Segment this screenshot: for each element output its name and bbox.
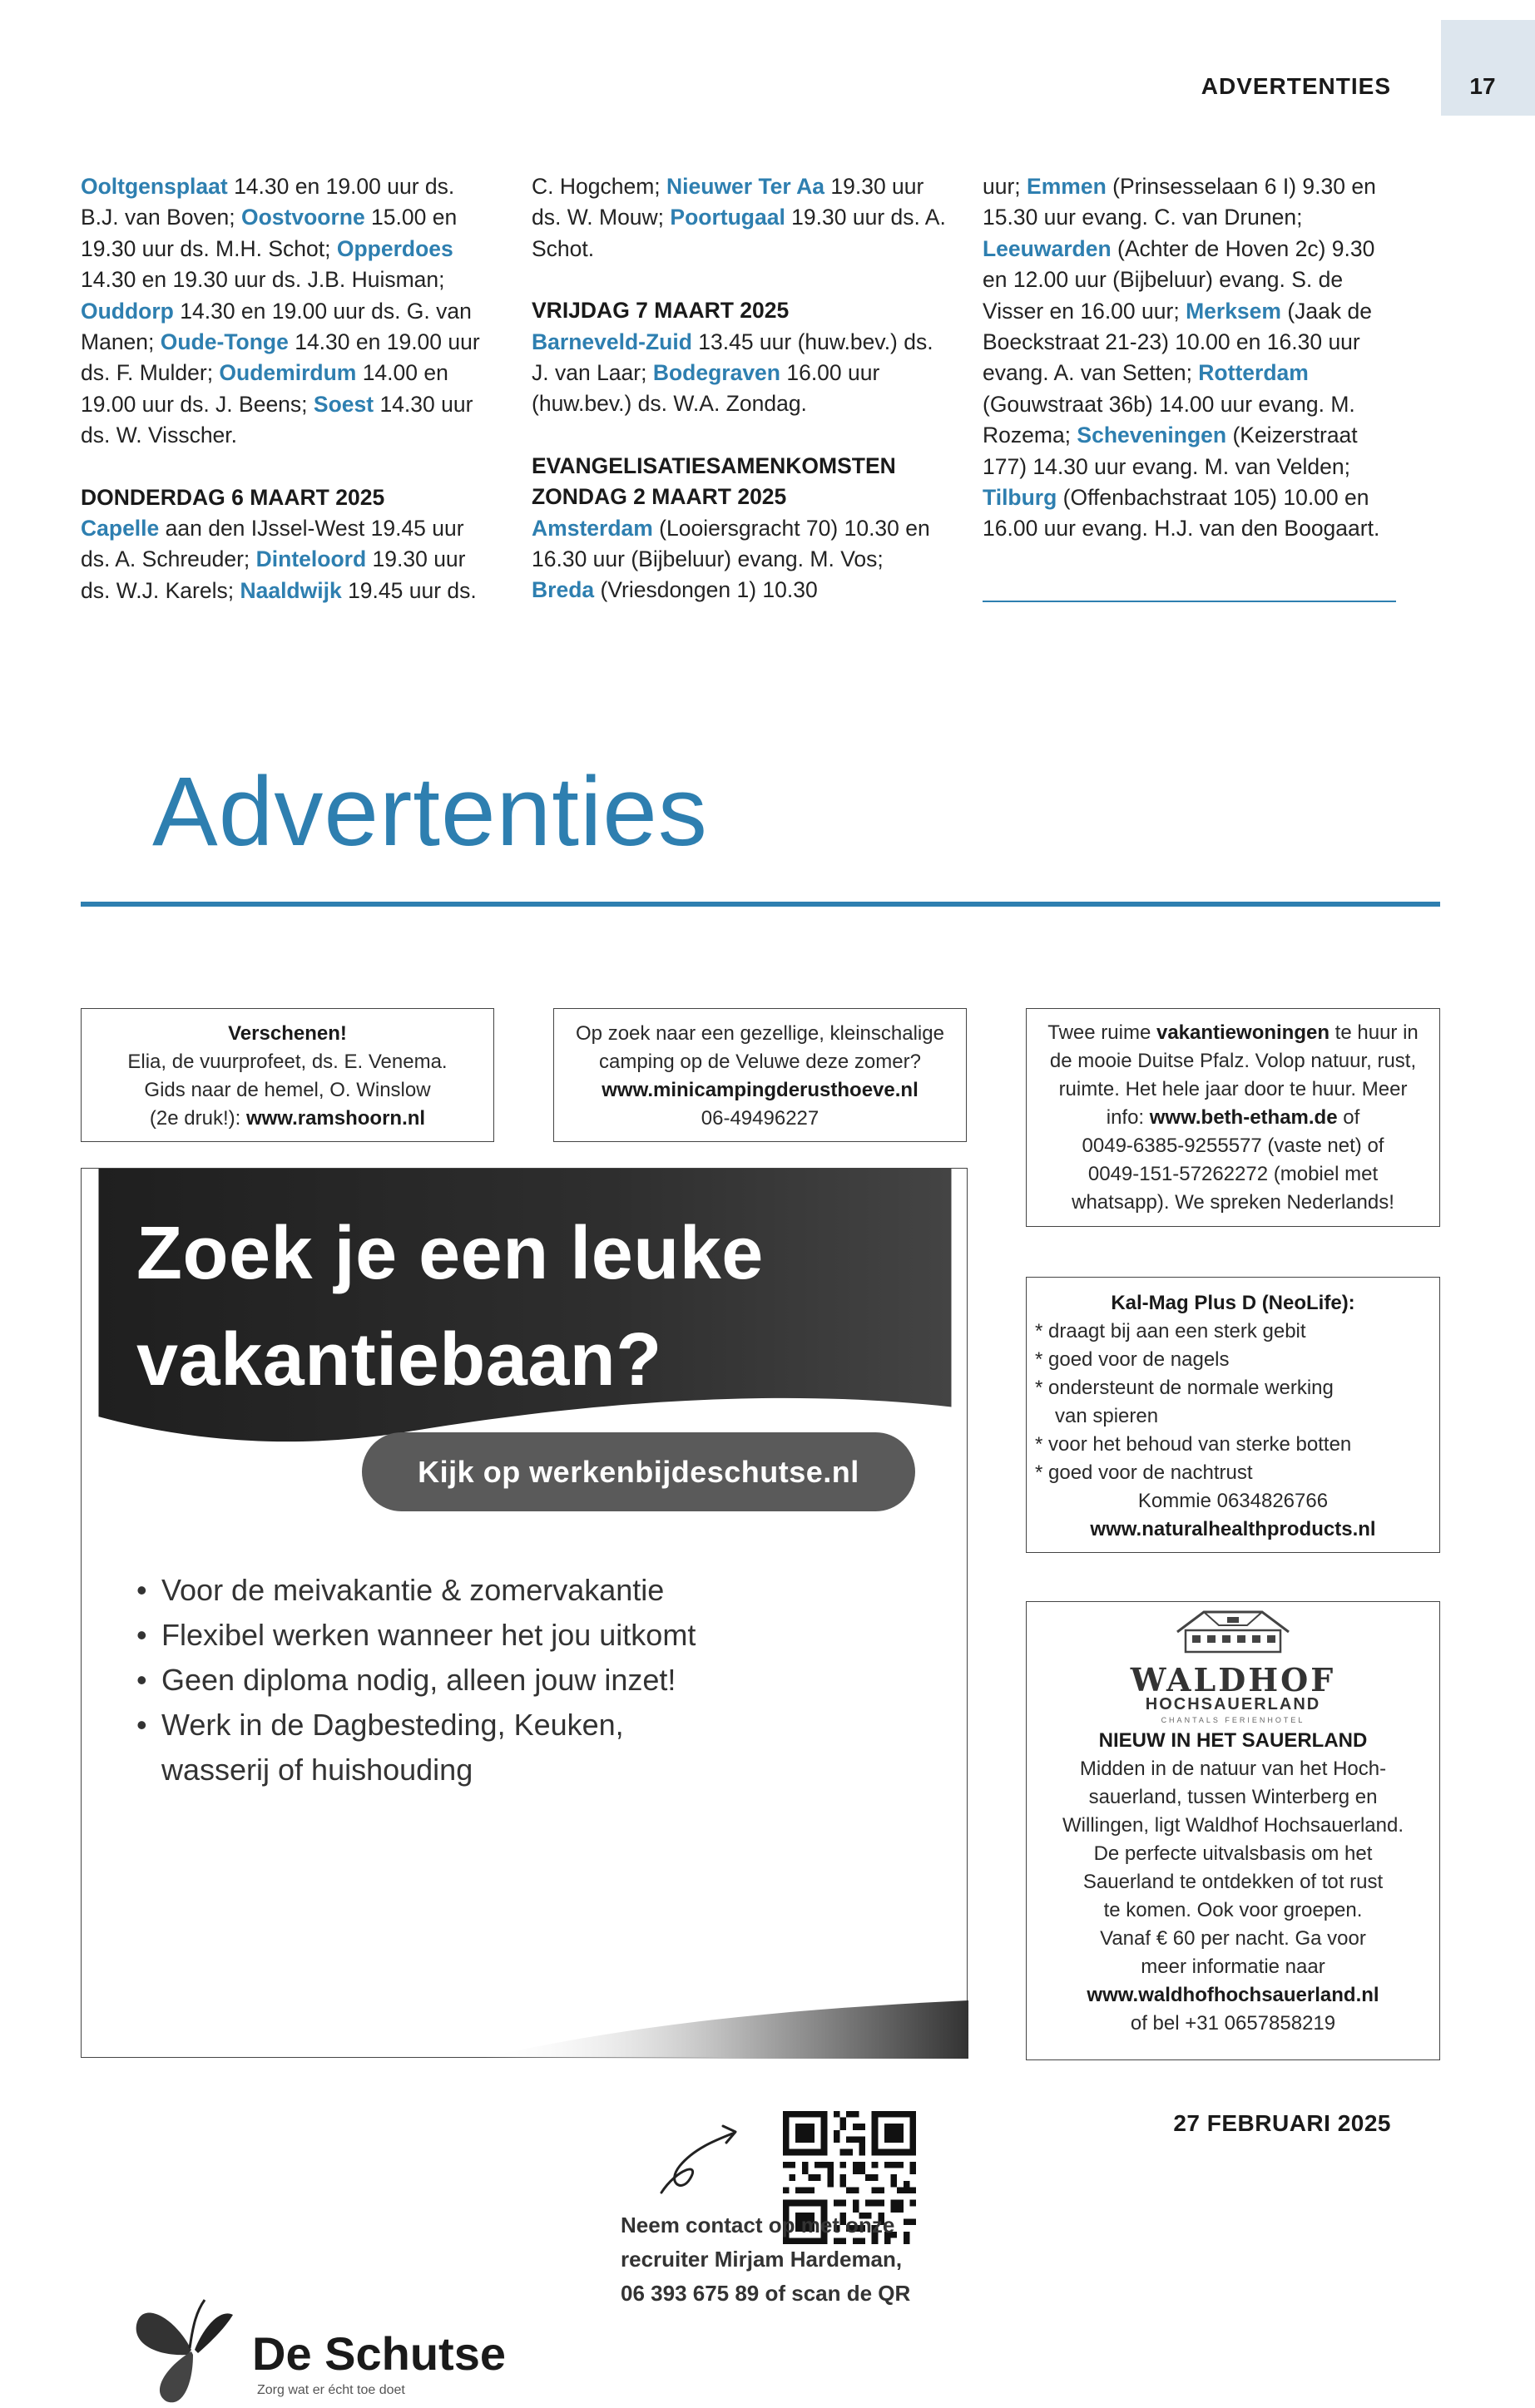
ad-houses-line: 0049-151-57262272 (mobiel met bbox=[1087, 1163, 1379, 1185]
ad-waldhof-line: Willingen, ligt Waldhof Hochsauerland. bbox=[1062, 1814, 1404, 1837]
date-heading: DONDERDAG 6 MAART 2025 bbox=[81, 484, 385, 510]
service-text: (Jaak de Boeckstraat 21-23) 10.00 en 16.30 uur evang. A. van Setten; bbox=[983, 298, 1372, 386]
ad-book-release bbox=[81, 1008, 494, 1142]
contact-line: recruiter Mirjam Hardeman, bbox=[621, 2247, 903, 2272]
place-name: Nieuwer Ter Aa bbox=[666, 174, 824, 199]
waldhof-logo-name: WALDHOF bbox=[1130, 1661, 1336, 1698]
section-header: ADVERTENTIES bbox=[1201, 73, 1391, 99]
butterfly-logo-icon bbox=[133, 2292, 250, 2408]
headline-line: vakantiebaan? bbox=[136, 1318, 662, 1402]
ad-kalmag-item: * voor het behoud van sterke botten bbox=[1035, 1433, 1352, 1456]
service-text: 14.30 en 19.00 uur ds. F. Mulder; bbox=[81, 329, 480, 386]
service-text: 16.00 uur (huw.bev.) ds. W.A. Zondag. bbox=[532, 360, 880, 417]
waldhof-logo-small: CHANTALS FERIENHOTEL bbox=[1161, 1716, 1305, 1724]
ad-camp-line: camping op de Veluwe deze zomer? bbox=[599, 1051, 921, 1073]
ad-houses-link[interactable]: www.beth-etham.de bbox=[1149, 1106, 1338, 1129]
date-heading: VRIJDAG 7 MAART 2025 bbox=[532, 298, 790, 324]
ad-waldhof-title: NIEUW IN HET SAUERLAND bbox=[1098, 1729, 1368, 1752]
service-column-2 bbox=[532, 171, 948, 606]
ad-kalmag-item: * goed voor de nachtrust bbox=[1035, 1461, 1253, 1484]
service-text: 19.30 uur ds. W. Mouw; bbox=[532, 174, 924, 230]
ad-houses-line bbox=[1035, 1104, 1431, 1132]
service-text: aan den IJssel-West 19.45 uur ds. A. Schreuder; bbox=[81, 516, 464, 572]
page-number-tab bbox=[1441, 20, 1535, 116]
contact-line: 06 393 675 89 of scan de QR bbox=[621, 2281, 911, 2306]
title-rule bbox=[81, 902, 1440, 907]
place-name: Opperdoes bbox=[336, 235, 453, 261]
ad-houses-text: te huur in bbox=[1330, 1021, 1419, 1044]
service-text: 19.45 uur ds. bbox=[341, 577, 477, 603]
place-name: Tilburg bbox=[983, 485, 1057, 511]
service-text: 19.30 uur ds. A. Schot. bbox=[532, 205, 946, 261]
service-text: (Achter de Hoven 2c) 9.30 en 12.00 uur (Bijbeluur) evang. S. de Visser en 16.00 uur; bbox=[983, 235, 1375, 324]
ad-camp-line: Op zoek naar een gezellige, kleinschalige bbox=[576, 1022, 944, 1045]
ad-houses-line: de mooie Duitse Pfalz. Volop natuur, rust, bbox=[1049, 1050, 1417, 1072]
ad-waldhof-line: meer informatie naar bbox=[1141, 1956, 1325, 1978]
place-name: Bodegraven bbox=[652, 360, 780, 386]
ad-book-line: Gids naar de hemel, O. Winslow bbox=[144, 1079, 431, 1101]
benefit-item-continued: wasserij of huishouding bbox=[161, 1753, 473, 1787]
page-number: 17 bbox=[1469, 73, 1496, 99]
ad-waldhof-line: Sauerland te ontdekken of tot rust bbox=[1082, 1871, 1384, 1893]
date-heading: EVANGELISATIESAMENKOMSTEN ZONDAG 2 MAART 2025 bbox=[532, 452, 896, 510]
ad-kalmag-title: Kal-Mag Plus D (NeoLife): bbox=[1111, 1292, 1355, 1314]
service-paragraph bbox=[532, 327, 948, 420]
place-name: Poortugaal bbox=[670, 205, 785, 230]
ad-book-title: Verschenen! bbox=[228, 1022, 347, 1045]
de-schutse-logo: De Schutse bbox=[252, 2327, 506, 2380]
service-text: (Gouwstraat 36b) 14.00 uur evang. M. Rozema; bbox=[983, 391, 1355, 448]
service-text: 14.30 en 19.30 uur ds. J.B. Huisman; bbox=[81, 267, 445, 293]
service-text: (Offenbachstraat 105) 10.00 en 16.00 uur evang. H.J. van den Boogaart. bbox=[983, 485, 1380, 541]
ad-waldhof-line: te komen. Ook voor groepen. bbox=[1103, 1899, 1363, 1921]
place-name: Breda bbox=[532, 577, 595, 603]
waldhof-house-icon bbox=[1171, 1607, 1295, 1654]
benefit-item: • Voor de meivakantie & zomervakantie bbox=[136, 1568, 696, 1613]
ad-book-line: Elia, de vuurprofeet, ds. E. Venema. bbox=[127, 1051, 448, 1073]
service-text: (Prinsesselaan 6 I) 9.30 en 15.30 uur evang. C. van Drunen; bbox=[983, 174, 1376, 230]
curly-arrow-icon bbox=[651, 2111, 743, 2203]
ad-houses-text: Twee ruime bbox=[1047, 1021, 1156, 1044]
ad-houses-line: ruimte. Het hele jaar door te huur. Meer bbox=[1058, 1078, 1408, 1100]
ad-waldhof-link[interactable]: www.waldhofhochsauerland.nl bbox=[1087, 1984, 1379, 2006]
service-text: 14.30 uur ds. W. Visscher. bbox=[81, 391, 473, 448]
place-name: Scheveningen bbox=[1077, 423, 1227, 448]
headline-line: Zoek je een leuke bbox=[136, 1212, 764, 1295]
ad-waldhof-line: Midden in de natuur van het Hoch- bbox=[1079, 1758, 1387, 1780]
service-text: 14.30 en 19.00 uur ds. G. van Manen; bbox=[81, 298, 472, 355]
service-text: 13.45 uur (huw.bev.) ds. J. van Laar; bbox=[532, 329, 933, 386]
ad-kalmag-item: * ondersteunt de normale werking bbox=[1035, 1377, 1334, 1399]
ad-camp-phone: 06-49496227 bbox=[701, 1107, 819, 1130]
place-name: Oudemirdum bbox=[219, 360, 357, 386]
service-text: 14.30 en 19.00 uur ds. B.J. van Boven; bbox=[81, 174, 455, 230]
ad-camping bbox=[553, 1008, 967, 1142]
waldhof-logo-sub: HOCHSAUERLAND bbox=[1145, 1695, 1321, 1713]
place-name: Dinteloord bbox=[255, 546, 367, 572]
service-text: uur; bbox=[983, 174, 1027, 199]
ad-waldhof-line: De perfecte uitvalsbasis om het bbox=[1093, 1842, 1373, 1865]
ad-book-link[interactable]: www.ramshoorn.nl bbox=[245, 1107, 426, 1130]
service-paragraph bbox=[81, 171, 497, 452]
ad-waldhof-phone: of bel +31 0657858219 bbox=[1130, 2012, 1336, 2035]
benefit-item: • Werk in de Dagbesteding, Keuken, bbox=[136, 1703, 696, 1748]
benefit-item: • Flexibel werken wanneer het jou uitkomt bbox=[136, 1613, 696, 1658]
ad-book-line bbox=[82, 1105, 493, 1133]
ad-kalmag-item: van spieren bbox=[1055, 1405, 1159, 1427]
contact-line: Neem contact op met onze bbox=[621, 2213, 895, 2237]
ad-waldhof-line: sauerland, tussen Winterberg en bbox=[1088, 1786, 1378, 1808]
benefit-item: • Geen diploma nodig, alleen jouw inzet! bbox=[136, 1658, 696, 1703]
service-paragraph bbox=[532, 513, 948, 606]
ad-book-line-prefix: (2e druk!): bbox=[149, 1107, 246, 1130]
service-text: (Keizerstraat 177) 14.30 uur evang. M. van Velden; bbox=[983, 423, 1358, 479]
bottom-swoosh bbox=[82, 1169, 968, 2059]
contact-text bbox=[621, 2208, 953, 2311]
ad-kalmag-contact: Kommie 0634826766 bbox=[1137, 1490, 1329, 1512]
ad-kalmag-item: * draagt bij aan een sterk gebit bbox=[1035, 1320, 1306, 1342]
cta-button[interactable]: Kijk op werkenbijdeschutse.nl bbox=[362, 1432, 915, 1511]
place-name: Amsterdam bbox=[532, 515, 653, 541]
ad-kalmag-item: * goed voor de nagels bbox=[1035, 1348, 1230, 1371]
place-name: Emmen bbox=[1027, 174, 1107, 199]
ad-houses-text: of bbox=[1337, 1106, 1360, 1129]
ad-kalmag bbox=[1026, 1277, 1440, 1553]
ad-houses-line bbox=[1035, 1019, 1431, 1047]
place-name: Oostvoorne bbox=[240, 205, 365, 230]
footer-date: 27 FEBRUARI 2025 bbox=[1173, 2110, 1391, 2136]
place-name: Soest bbox=[313, 391, 374, 417]
ad-waldhof-line: Vanaf € 60 per nacht. Ga voor bbox=[1100, 1927, 1366, 1950]
ad-camp-link[interactable]: www.minicampingderusthoeve.nl bbox=[602, 1079, 919, 1101]
service-column-1 bbox=[81, 171, 497, 606]
service-text: 14.00 en 19.00 uur ds. J. Beens; bbox=[81, 360, 448, 417]
service-text: (Vriesdongen 1) 10.30 bbox=[594, 577, 818, 603]
ad-waldhof bbox=[1026, 1601, 1440, 2060]
ad-houses-text: info: bbox=[1106, 1106, 1150, 1129]
de-schutse-tagline: Zorg wat er écht toe doet bbox=[257, 2383, 405, 2397]
place-name: Naaldwijk bbox=[240, 577, 342, 603]
service-paragraph bbox=[81, 513, 497, 606]
ad-houses-bold: vakantiewoningen bbox=[1156, 1021, 1330, 1044]
ad-houses-line: 0049-6385-9255577 (vaste net) of bbox=[1082, 1135, 1384, 1157]
place-name: Oude-Tonge bbox=[160, 329, 289, 355]
place-name: Leeuwarden bbox=[983, 235, 1112, 261]
column-end-rule bbox=[983, 601, 1396, 602]
place-name: Capelle bbox=[81, 516, 160, 541]
ad-houses-line: whatsapp). We spreken Nederlands! bbox=[1072, 1191, 1394, 1214]
service-paragraph bbox=[983, 171, 1399, 545]
ad-de-schutse bbox=[81, 1168, 968, 2397]
service-text: C. Hogchem; bbox=[532, 174, 667, 199]
service-text: 19.30 uur ds. W.J. Karels; bbox=[81, 546, 466, 603]
ad-kalmag-link[interactable]: www.naturalhealthproducts.nl bbox=[1090, 1518, 1376, 1540]
place-name: Ooltgensplaat bbox=[81, 174, 228, 199]
service-paragraph bbox=[532, 171, 948, 265]
place-name: Merksem bbox=[1186, 298, 1281, 324]
place-name: Rotterdam bbox=[1198, 360, 1309, 386]
service-text: (Looiersgracht 70) 10.30 en 16.30 uur (Bijbeluur) evang. M. Vos; bbox=[532, 515, 930, 572]
advertisements-title: Advertenties bbox=[152, 757, 708, 867]
place-name: Barneveld-Zuid bbox=[532, 329, 692, 354]
place-name: Ouddorp bbox=[81, 298, 174, 324]
service-column-3 bbox=[983, 171, 1399, 545]
service-text: 15.00 en 19.30 uur ds. M.H. Schot; bbox=[81, 205, 458, 261]
ad-holiday-houses bbox=[1026, 1008, 1440, 1227]
